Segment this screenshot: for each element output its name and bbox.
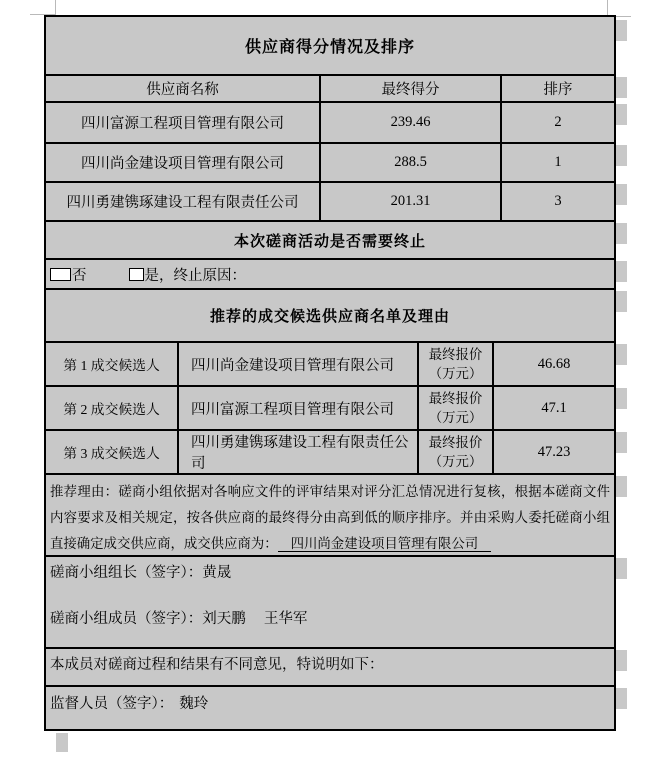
row-handle: [616, 558, 627, 579]
score-row: [46, 142, 614, 181]
score-header-row: [46, 74, 614, 101]
leader-signature-line: [50, 563, 610, 583]
candidate-label: 第 3 成交候选人: [63, 446, 160, 461]
supervisor-row: [46, 685, 614, 729]
score-header-score: 最终得分: [319, 76, 500, 101]
row-handle: [616, 650, 627, 671]
supplier-name: 四川勇建镌琢建设工程有限责任公司: [66, 195, 299, 211]
candidate-row: [46, 429, 614, 473]
supervisor-signature-line: [46, 687, 614, 729]
option-yes-label: 是，终止原因：: [144, 268, 246, 284]
final-price-value: 46.68: [492, 343, 614, 385]
reason-text: 推荐理由：磋商小组依据对各响应文件的评审结果对评分汇总情况进行复核，根据本磋商文件内容要求及相关规定，按各供应商的最终得分由高到低的顺序排序。并由采购人委托磋商小组直接确定成交供应商，成交供应商为：: [50, 484, 610, 551]
terminate-options-row: [46, 258, 614, 288]
final-price-value: 47.23: [492, 431, 614, 473]
row-handle: [616, 184, 627, 205]
leader-label: 磋商小组组长（签字）：: [50, 565, 203, 581]
signature-block: [46, 557, 614, 647]
dissent-statement: 本成员对磋商过程和结果有不同意见，特说明如下：: [50, 657, 384, 673]
supervisor-label: 监督人员（签字）：: [50, 696, 174, 712]
signature-row: [46, 555, 614, 647]
leader-name: 黄晟: [202, 565, 232, 581]
row-handle: [616, 291, 627, 312]
final-price-label: 最终报价（万元）: [417, 343, 492, 385]
terminate-title: 本次磋商活动是否需要终止: [233, 233, 426, 250]
candidate-row: [46, 385, 614, 429]
page-artifact-mark: [56, 733, 68, 752]
recommend-title-row: [46, 288, 614, 341]
row-handle: [616, 432, 627, 453]
row-handle: [616, 261, 627, 282]
members-signature-line: [50, 609, 610, 629]
document-table: [44, 15, 616, 731]
dissent-row: [46, 647, 614, 685]
recommend-title: 推荐的成交候选供应商名单及理由: [209, 309, 450, 325]
score-section-title: 供应商得分情况及排序: [244, 39, 415, 56]
candidate-company: 四川尚金建设项目管理有限公司: [177, 343, 417, 385]
score-section-title-row: [46, 17, 614, 74]
candidate-company: 四川勇建镌琢建设工程有限责任公司: [177, 431, 417, 473]
checkbox-yes[interactable]: [129, 268, 144, 281]
row-handle: [616, 388, 627, 409]
row-handle: [616, 476, 627, 497]
crop-mark-top-right-vertical: [607, 0, 608, 15]
crop-mark-top-left-vertical: [55, 0, 56, 15]
row-handle: [616, 104, 627, 125]
row-handle: [616, 223, 627, 244]
candidate-company: 四川富源工程项目管理有限公司: [177, 387, 417, 429]
final-price-label: 最终报价（万元）: [417, 387, 492, 429]
rank-value: 2: [500, 103, 614, 142]
terminate-options: [46, 260, 614, 288]
terminate-title-row: [46, 220, 614, 258]
crop-mark-top-right-horizontal: [616, 16, 631, 17]
checkbox-no[interactable]: [50, 268, 71, 281]
candidate-label: 第 1 成交候选人: [63, 358, 160, 373]
member-names: 刘天鹏 王华军: [202, 611, 308, 627]
final-score: 201.31: [319, 183, 500, 220]
winning-supplier-name: 四川尚金建设项目管理有限公司: [278, 536, 491, 552]
score-row: [46, 101, 614, 142]
supplier-name: 四川尚金建设项目管理有限公司: [81, 156, 284, 172]
members-label: 磋商小组成员（签字）：: [50, 611, 203, 627]
reason-row: [46, 473, 614, 555]
candidate-row: [46, 341, 614, 385]
rank-value: 3: [500, 183, 614, 220]
final-price-value: 47.1: [492, 387, 614, 429]
supervisor-name: 魏玲: [179, 696, 209, 712]
rank-value: 1: [500, 144, 614, 181]
option-no-label: 否: [72, 268, 87, 284]
final-score: 239.46: [319, 103, 500, 142]
final-score: 288.5: [319, 144, 500, 181]
row-handle: [616, 688, 627, 709]
score-row: [46, 181, 614, 220]
score-header-rank: 排序: [500, 76, 614, 101]
row-handle: [616, 344, 627, 365]
score-header-name: 供应商名称: [146, 82, 219, 98]
candidate-label: 第 2 成交候选人: [63, 402, 160, 417]
reason-paragraph: [46, 475, 614, 555]
row-handle: [616, 77, 627, 98]
row-handle: [616, 20, 627, 41]
supplier-name: 四川富源工程项目管理有限公司: [81, 116, 284, 132]
row-handle: [616, 145, 627, 166]
final-price-label: 最终报价（万元）: [417, 431, 492, 473]
